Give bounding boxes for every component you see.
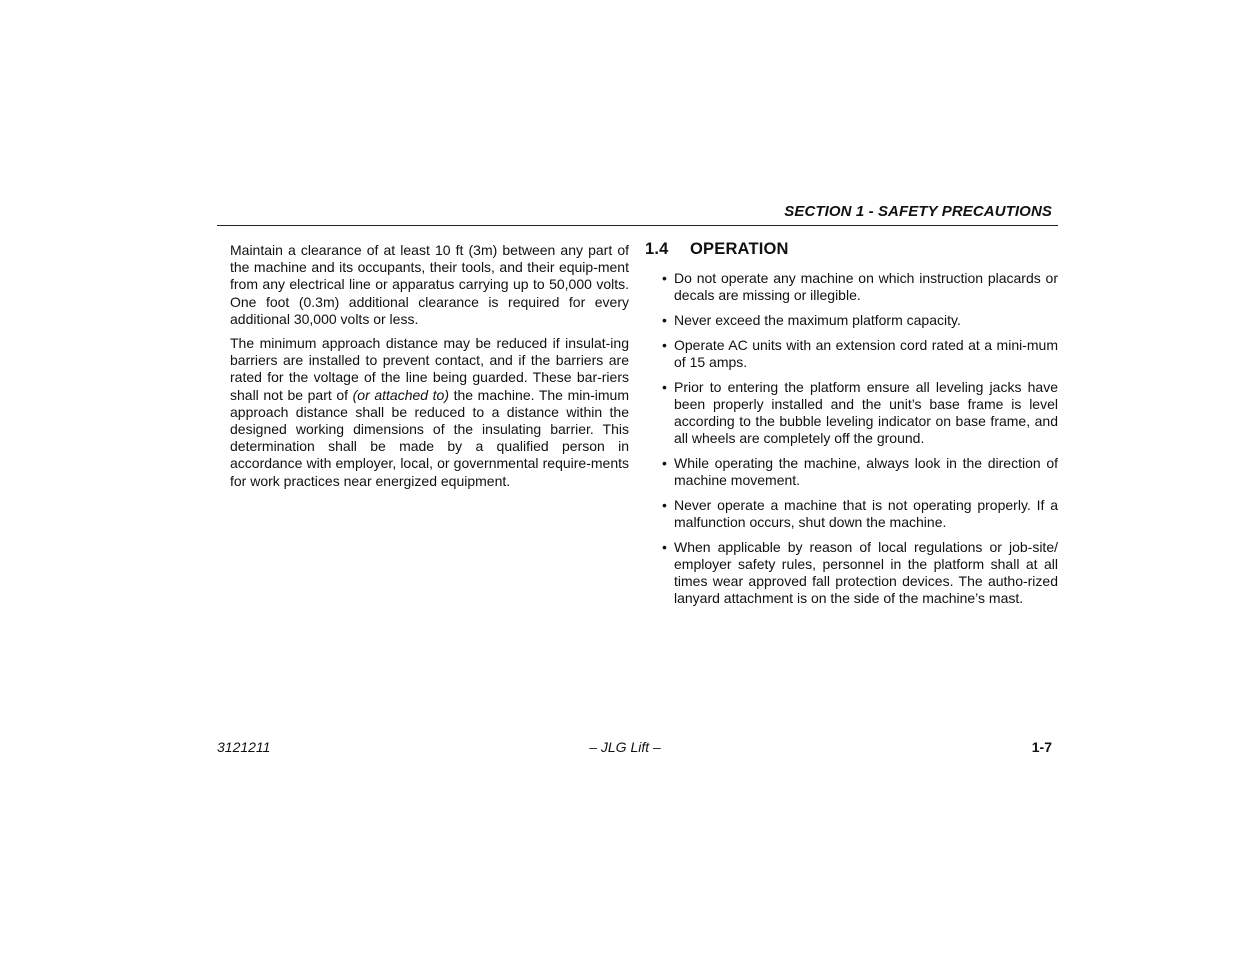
list-item-text: Never exceed the maximum platform capacity.: [674, 312, 961, 329]
bullet-icon: •: [662, 378, 667, 395]
list-item: [645, 312, 1058, 329]
list-item: [645, 379, 1058, 448]
bullet-icon: •: [662, 455, 667, 472]
bullet-icon: •: [662, 496, 667, 513]
list-item: [645, 497, 1058, 531]
paragraph-text-end: the machine. The min-imum approach distance shall be reduced to a distance within the designed working dimensions of the insulating barrier. This determination shall be made by a qualified person in accordance with employer, local, or governmental require-ments for work practices near energized equipment.: [230, 386, 630, 489]
operation-bullet-list: [645, 270, 1058, 607]
list-item-text: While operating the machine, always look in the direction of machine movement.: [674, 455, 1058, 489]
footer-brand: – JLG Lift –: [589, 739, 661, 755]
bullet-icon: •: [662, 270, 667, 287]
list-item-text: Prior to entering the platform ensure all leveling jacks have been properly installed and the unit’s base frame is level according to the bubble leveling indicator on base frame, and all wheels are completely off the ground.: [674, 378, 1058, 447]
clearance-paragraph: Maintain a clearance of at least 10 ft (3m) between any part of the machine and its occupants, their tools, and their equip-ment from any electrical line or apparatus carrying up to 50,000 volts. One foot (0.3m) additional clearance is required for every additional 30,000 volts or less.: [230, 242, 629, 327]
list-item-text: When applicable by reason of local regulations or job-site/ employer safety rules, personnel in the platform shall at all times wear approved fall protection devices. The autho-rized lanyard attachment is on the side of the machine’s mast.: [674, 538, 1058, 607]
bullet-icon: •: [662, 538, 667, 555]
section-title: SECTION 1 - SAFETY PRECAUTIONS: [784, 203, 1052, 220]
list-item: [645, 539, 1058, 608]
paragraph-text-start: The minimum approach distance may be reduced if insulat-ing barriers are installed to prevent contact, and if the barriers are rated for the voltage of the line being guarded. These bar-riers shall not be part of: [230, 335, 629, 403]
document-number: 3121211: [217, 739, 271, 755]
list-item: [645, 270, 1058, 304]
list-item: [645, 455, 1058, 489]
list-item: [645, 337, 1058, 371]
heading-number: 1.4: [645, 240, 669, 258]
heading-title: OPERATION: [690, 240, 789, 258]
bullet-icon: •: [662, 312, 667, 329]
left-column: [230, 242, 629, 497]
list-item-text: Operate AC units with an extension cord rated at a mini-mum of 15 amps.: [674, 336, 1058, 371]
right-column: [645, 241, 1058, 615]
bullet-icon: •: [662, 336, 667, 353]
page-number: 1-7: [1031, 739, 1052, 755]
paragraph-italic-phrase: (or attached to): [352, 386, 450, 403]
approach-distance-paragraph: [230, 335, 629, 490]
list-item-text: Never operate a machine that is not operating properly. If a malfunction occurs, shut down the machine.: [674, 496, 1058, 531]
list-item-text: Do not operate any machine on which instruction placards or decals are missing or illegible.: [674, 270, 1058, 304]
header-divider: [217, 225, 1058, 226]
section-heading: [645, 241, 1058, 258]
